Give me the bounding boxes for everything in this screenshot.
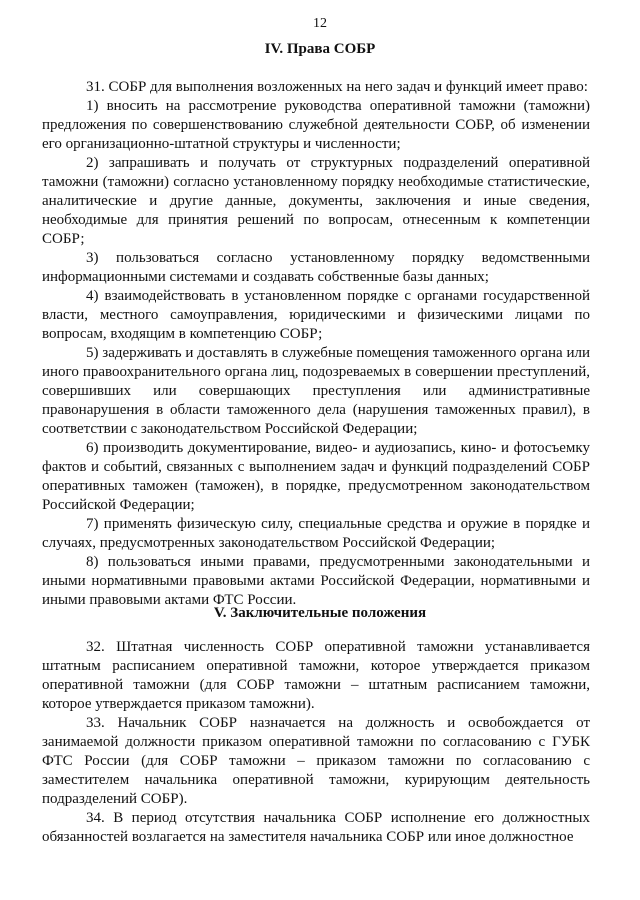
paragraph-34: 34. В период отсутствия начальника СОБР исполнение его должностных обязанностей возлагается на заместителя начальника СОБР или иное должностное bbox=[42, 810, 590, 845]
page-number: 12 bbox=[313, 16, 327, 31]
section-5-title: V. Заключительные положения bbox=[213, 605, 427, 621]
list-item: 4) взаимодействовать в установленном порядке с органами государственной власти, местного самоуправления, юридическими и физическими лицами по вопросам, входящим в компетенцию СОБР; bbox=[42, 288, 590, 342]
list-item: 3) пользоваться согласно установленному порядку ведомственными информационными системами и создавать собственные базы данных; bbox=[42, 250, 590, 285]
list-item: 8) пользоваться иными правами, предусмотренными законодательными и иными нормативными правовыми актами Российской Федерации, нормативными и иными правовыми актами ФТС России. bbox=[42, 554, 590, 608]
paragraph-32: 32. Штатная численность СОБР оперативной таможни устанавливается штатным расписанием оперативной таможни, которое утверждается приказом оперативной таможни (для СОБР таможни – штатным расписанием таможни, которое утверждается приказом таможни). bbox=[42, 639, 590, 712]
list-item: 7) применять физическую силу, специальные средства и оружие в порядке и случаях, предусмотренных законодательством Российской Федерации; bbox=[42, 516, 590, 551]
list-item: 5) задерживать и доставлять в служебные помещения таможенного органа или иного правоохранительного органа лиц, подозреваемых в совершении преступлений, совершивших или совершающих преступления или административные правонарушения в области таможенного дела (нарушения таможенных правил), в соответствии с законодательством Российской Федерации; bbox=[42, 345, 590, 437]
list-item: 6) производить документирование, видео- и аудиозапись, кино- и фотосъемку фактов и событий, связанных с выполнением задач и функций подразделений СОБР оперативных таможен (таможен), в порядке, предусмотренном законодательством Российской Федерации; bbox=[42, 440, 590, 513]
list-item: 2) запрашивать и получать от структурных подразделений оперативной таможни (таможни) согласно установленному порядку необходимые статистические, аналитические и другие данные, документы, заключения и иные сведения, необходимые для принятия решений по вопросам, отнесенным к компетенции СОБР; bbox=[42, 155, 590, 247]
section-5-body bbox=[42, 638, 590, 847]
paragraph-31: 31. СОБР для выполнения возложенных на него задач и функций имеет право: bbox=[86, 79, 588, 95]
paragraph-33: 33. Начальник СОБР назначается на должность и освобождается от занимаемой должности приказом оперативной таможни по согласованию с ГУБК ФТС России (для СОБР таможни – приказом таможни по согласованию с заместителем начальника оперативной таможни, курирующим деятельность подразделений СОБР). bbox=[42, 715, 590, 807]
section-4-body bbox=[42, 78, 590, 610]
section-4-title: IV. Права СОБР bbox=[264, 41, 376, 57]
list-item: 1) вносить на рассмотрение руководства оперативной таможни (таможни) предложения по совершенствованию служебной деятельности СОБР, об изменении его организационно-штатной структуры и численности; bbox=[42, 98, 590, 152]
